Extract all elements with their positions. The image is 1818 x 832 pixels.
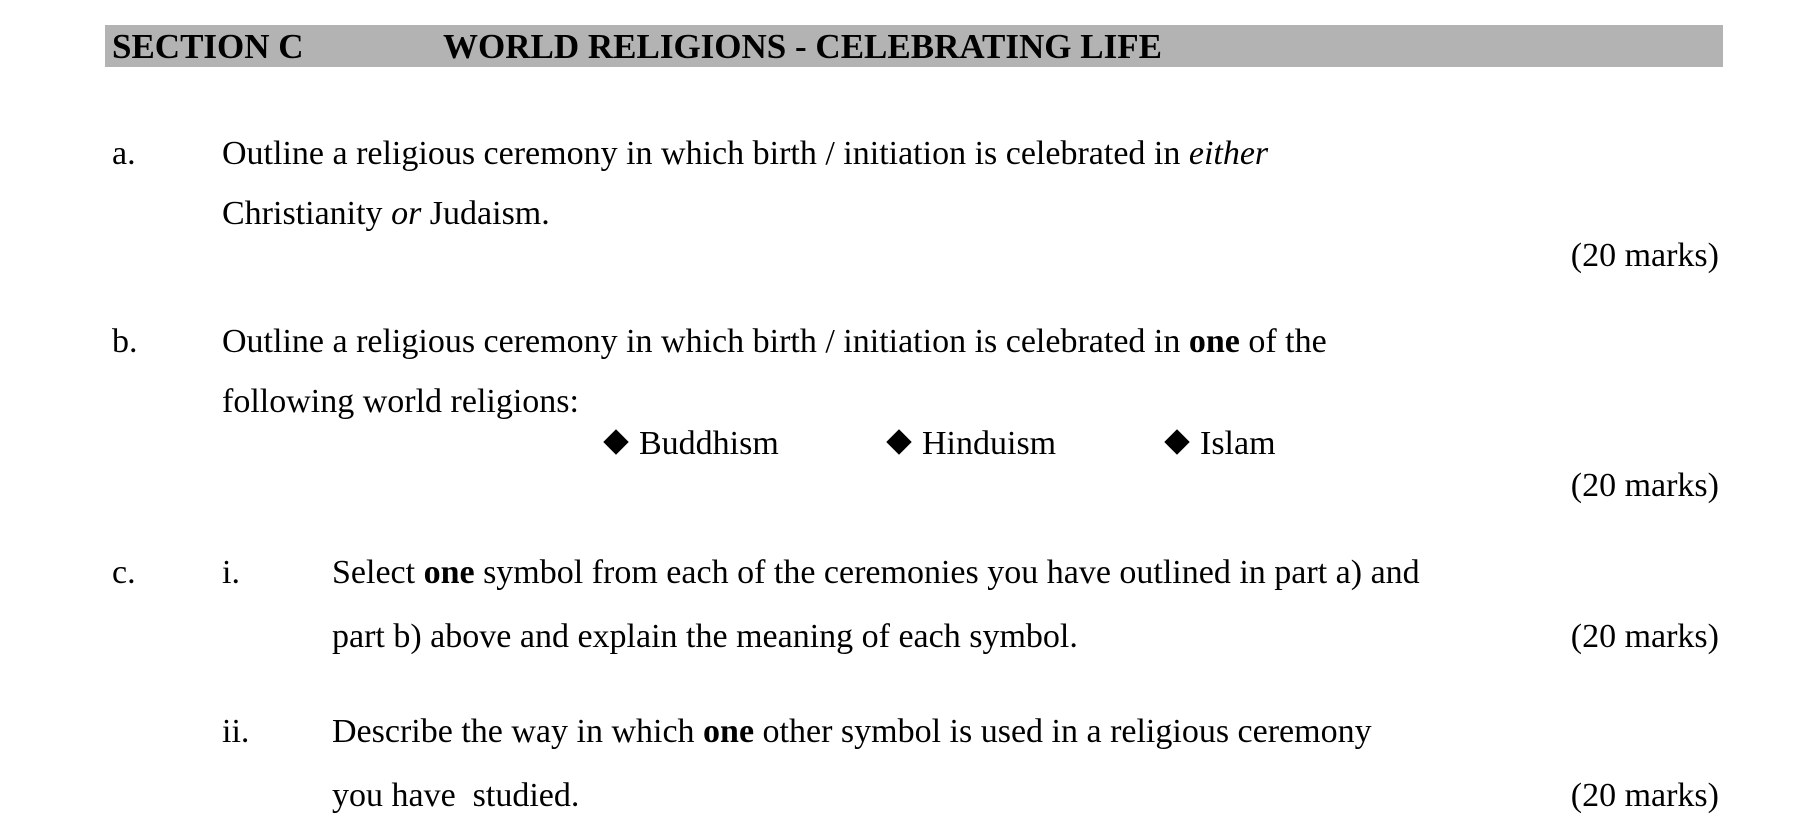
question-a-line1-text: Outline a religious ceremony in which birth / initiation is celebrated in	[222, 135, 1189, 172]
religion-option-label: Buddhism	[639, 425, 779, 462]
question-b-letter: b.	[112, 323, 138, 360]
question-b-marks: (20 marks)	[1570, 467, 1719, 504]
question-c-letter: c.	[112, 554, 136, 591]
question-a-line2	[222, 194, 550, 234]
question-b-emphasis-one: one	[1188, 323, 1240, 360]
question-c-ii-line1-end: other symbol is used in a religious ceremony	[754, 713, 1372, 750]
question-c-i-marks: (20 marks)	[1570, 618, 1719, 655]
question-c-i-emphasis-one: one	[423, 554, 475, 591]
question-a-emphasis-or: or	[391, 195, 422, 232]
question-a-line2-end: Judaism.	[421, 195, 550, 232]
question-c-i-line1-end: symbol from each of the ceremonies you have outlined in part a) and	[474, 554, 1420, 591]
question-c-ii-line1	[332, 712, 1372, 752]
section-title: WORLD RELIGIONS - CELEBRATING LIFE	[443, 27, 1162, 66]
question-c-i-line2: part b) above and explain the meaning of each symbol.	[332, 618, 1078, 655]
religion-option-2	[890, 424, 1056, 464]
question-a-line2-text: Christianity	[222, 195, 392, 232]
question-a-marks: (20 marks)	[1570, 237, 1719, 274]
question-c-ii-numeral: ii.	[222, 713, 250, 750]
religion-option-label: Hinduism	[922, 425, 1057, 462]
question-c-i-line1	[332, 553, 1420, 593]
section-label: SECTION C	[112, 27, 304, 66]
question-a-emphasis-either: either	[1188, 135, 1269, 172]
question-a-letter: a.	[112, 135, 136, 172]
question-b-line2: following world religions:	[222, 383, 579, 420]
question-c-ii-line2: you have studied.	[332, 777, 580, 814]
question-b-line1-text: Outline a religious ceremony in which birth / initiation is celebrated in	[222, 323, 1189, 360]
religion-option-3	[1168, 424, 1276, 464]
question-c-ii-emphasis-one: one	[703, 713, 755, 750]
question-b-line1-end: of the	[1239, 323, 1327, 360]
religion-option-1	[607, 424, 779, 464]
question-c-ii-marks: (20 marks)	[1570, 777, 1719, 814]
diamond-bullet-icon	[1164, 429, 1189, 454]
question-b-line1	[222, 322, 1327, 362]
question-a-line1	[222, 134, 1268, 174]
religion-option-label: Islam	[1200, 425, 1276, 462]
diamond-bullet-icon	[603, 429, 628, 454]
question-c-i-numeral: i.	[222, 554, 240, 591]
question-c-i-line1-text: Select	[332, 554, 424, 591]
diamond-bullet-icon	[886, 429, 911, 454]
question-c-ii-line1-text: Describe the way in which	[332, 713, 704, 750]
